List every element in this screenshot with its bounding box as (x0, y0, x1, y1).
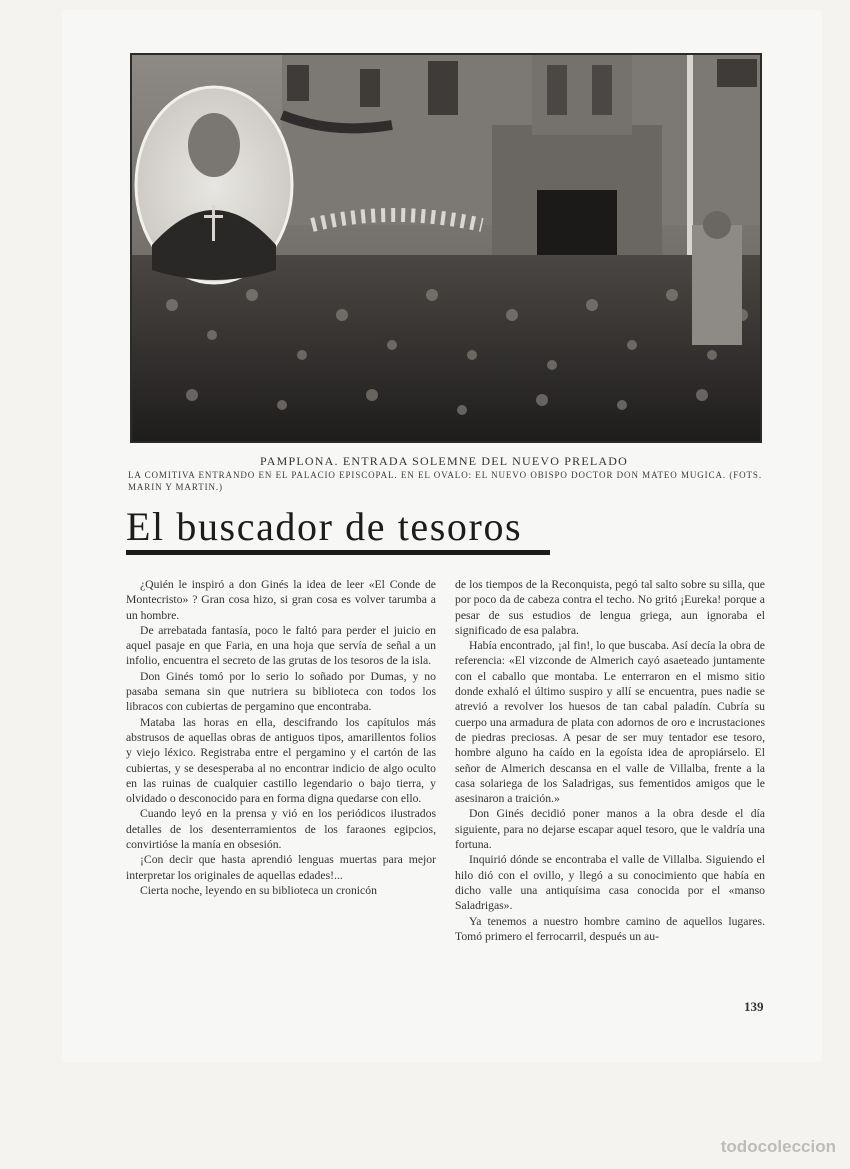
photo-caption-title: PAMPLONA. ENTRADA SOLEMNE DEL NUEVO PRELADO (259, 454, 629, 468)
paragraph: Cierta noche, leyendo en su biblioteca un cronicón (140, 883, 377, 897)
photo-caption-subtitle: LA COMITIVA ENTRANDO EN EL PALACIO EPISCOPAL. EN EL OVALO: EL NUEVO OBISPO DOCTOR DON MATEO MUGICA. (FOTS. MARIN Y MARTIN.) (128, 470, 762, 492)
article-headline: El buscador de tesoros (126, 504, 523, 549)
paragraph-continued: de los tiempos de la Reconquista, pegó tal salto sobre su silla, que por poco da de cabeza contra el techo. No gritó ¡Eureka! porque a pesar de sus estudios de lengua griega, aun ignoraba el significado de esa palabra. (455, 578, 765, 637)
article-column-left (126, 577, 436, 898)
watermark-logo: todocoleccion (720, 1137, 836, 1156)
paragraph: Don Ginés decidió poner manos a la obra desde el día siguiente, para no dejarse escapar aquel tesoro, que le valdría una fortuna. (455, 807, 765, 852)
paragraph: Había encontrado, ¡al fin!, lo que buscaba. Así decía la obra de referencia: «El vizconde de Almerich cayó asaeteado juntamente con el caballo que montaba. Le enterraron en el mismo sitio donde exhaló el último suspiro y allí se encuentra, pues nadie se atrevió a revolver los huesos de tan cabal paladín. Cubría su cuerpo una armadura de plata con adornos de oro e incrustaciones de piedras preciosas. A pesar de ser muy tentador ese tesoro, hombre alguno ha caído en la egoísta idea de apropiárselo. El señor de Almerich descansa en el valle de Villalba, frente a la casa solariega de los Saladrigas, sus fementidos amigos que le asesinaron a traición.» (455, 639, 765, 806)
page-number: 139 (744, 999, 764, 1014)
paragraph: Inquirió dónde se encontraba el valle de Villalba. Siguiendo el hilo dió con el ovillo, y llegó a su conocimiento que había en dicho valle una antiquísima casa conocida por el «manso Saladrigas». (455, 853, 765, 913)
paragraph: Cuando leyó en la prensa y vió en los periódicos ilustrados detalles de los desenterramientos de los faraones egipcios, convirtióse la manía en obsesión. (126, 807, 436, 852)
paragraph: De arrebatada fantasía, poco le faltó para perder el juicio en aquel pasaje en que Faria, en una hoja que servía de señal a un infolio, encuentra el secreto de las grutas de los tesoros de la isla. (126, 623, 436, 668)
procession-photo (130, 53, 762, 443)
paragraph: Don Ginés tomó por lo serio lo soñado por Dumas, y no pasaba semana sin que nutriera su biblioteca con todos los libracos con cubiertas de pergamino que encontraba. (126, 669, 436, 714)
paragraph: Mataba las horas en ella, descifrando los capítulos más abstrusos de aquellas obras de antiguos tipos, amarillentos folios y viejo léxico. Registraba entre el pergamino y el cartón de las cubiertas, y se desesperaba al no encontrar indicio de algo oculto en las ruinas de cualquier castillo legendario o bajo tierra, y olvidado o desconocido para en forma digna quedarse con ello. (126, 715, 436, 806)
crowd-procession-photo (132, 55, 760, 441)
headline-underline (126, 550, 550, 555)
article-column-right (455, 577, 765, 944)
paragraph: ¿Quién le inspiró a don Ginés la idea de leer «El Conde de Montecristo» ? Gran cosa hizo, si gran cosa es volver tarumba a un hombre. (126, 578, 436, 622)
paragraph: Ya tenemos a nuestro hombre camino de aquellos lugares. Tomó primero el ferrocarril, después un au- (455, 914, 765, 943)
paragraph: ¡Con decir que hasta aprendió lenguas muertas para mejor interpretar los originales de aquellas edades!... (126, 853, 436, 882)
